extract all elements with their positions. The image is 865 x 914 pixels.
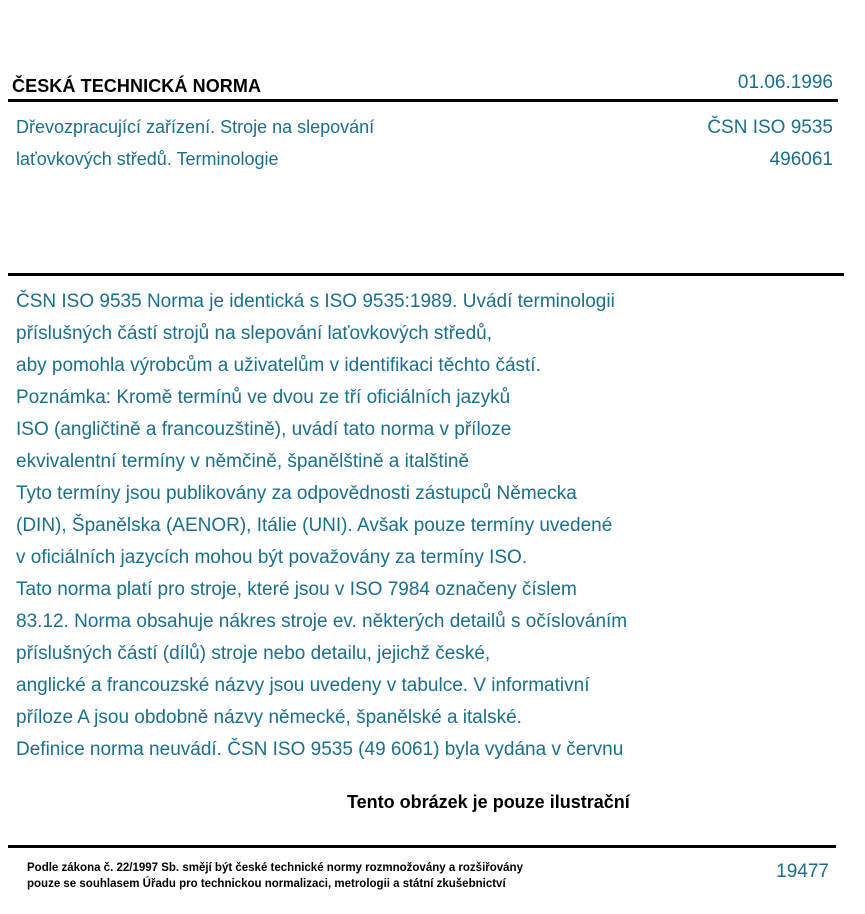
document-number: 19477: [776, 861, 829, 882]
publication-date: 01.06.1996: [737, 72, 833, 93]
body-line: aby pomohla výrobcům a uživatelům v identifikaci těchto částí.: [16, 355, 541, 376]
body-line: 83.12. Norma obsahuje nákres stroje ev. některých detailů s očíslováním: [16, 611, 628, 632]
header-divider: [8, 99, 838, 102]
body-line: (DIN), Španělska (AENOR), Itálie (UNI). Avšak pouze termíny uvedené: [16, 515, 613, 536]
footer-legal-line-1: Podle zákona č. 22/1997 Sb. smějí být české technické normy rozmnožovány a rozšiřovány: [27, 862, 523, 874]
footer-legal-line-2: pouze se souhlasem Úřadu pro technickou normalizaci, metrologii a státní zkušebnictví: [27, 878, 506, 890]
subject-line-2: laťovkových středů. Terminologie: [16, 149, 279, 169]
body-line: ekvivalentní termíny v němčině, španělštině a italštině: [16, 451, 470, 472]
body-line: anglické a francouzské názvy jsou uvedeny v tabulce. V informativní: [16, 675, 590, 696]
body-line: ISO (angličtině a francouzštině), uvádí tato norma v příloze: [16, 419, 512, 440]
body-line: příloze A jsou obdobně názvy německé, španělské a italské.: [16, 707, 522, 728]
document-type-title: ČESKÁ TECHNICKÁ NORMA: [12, 76, 262, 96]
body-line: příslušných částí (dílů) stroje nebo detailu, jejichž české,: [16, 643, 491, 664]
subject-line-1: Dřevozpracující zařízení. Stroje na slepování: [16, 117, 375, 137]
body-line: Tyto termíny jsou publikovány za odpovědnosti zástupců Německa: [16, 483, 577, 504]
standard-code: ČSN ISO 9535: [707, 117, 833, 138]
body-line: Tato norma platí pro stroje, které jsou v ISO 7984 označeny číslem: [16, 579, 577, 600]
body-line: Definice norma neuvádí. ČSN ISO 9535 (49 6061) byla vydána v červnu: [16, 739, 624, 760]
classification-number: 496061: [769, 149, 833, 170]
body-line: Poznámka: Kromě termínů ve dvou ze tří oficiálních jazyků: [16, 387, 511, 408]
body-line: příslušných částí strojů na slepování laťovkových středů,: [16, 323, 493, 344]
body-line: v oficiálních jazycích mohou být považovány za termíny ISO.: [16, 547, 528, 568]
section-divider: [8, 273, 844, 276]
illustration-notice: Tento obrázek je pouze ilustrační: [347, 792, 630, 812]
footer-divider: [8, 845, 836, 848]
body-line: ČSN ISO 9535 Norma je identická s ISO 9535:1989. Uvádí terminologii: [16, 291, 615, 312]
